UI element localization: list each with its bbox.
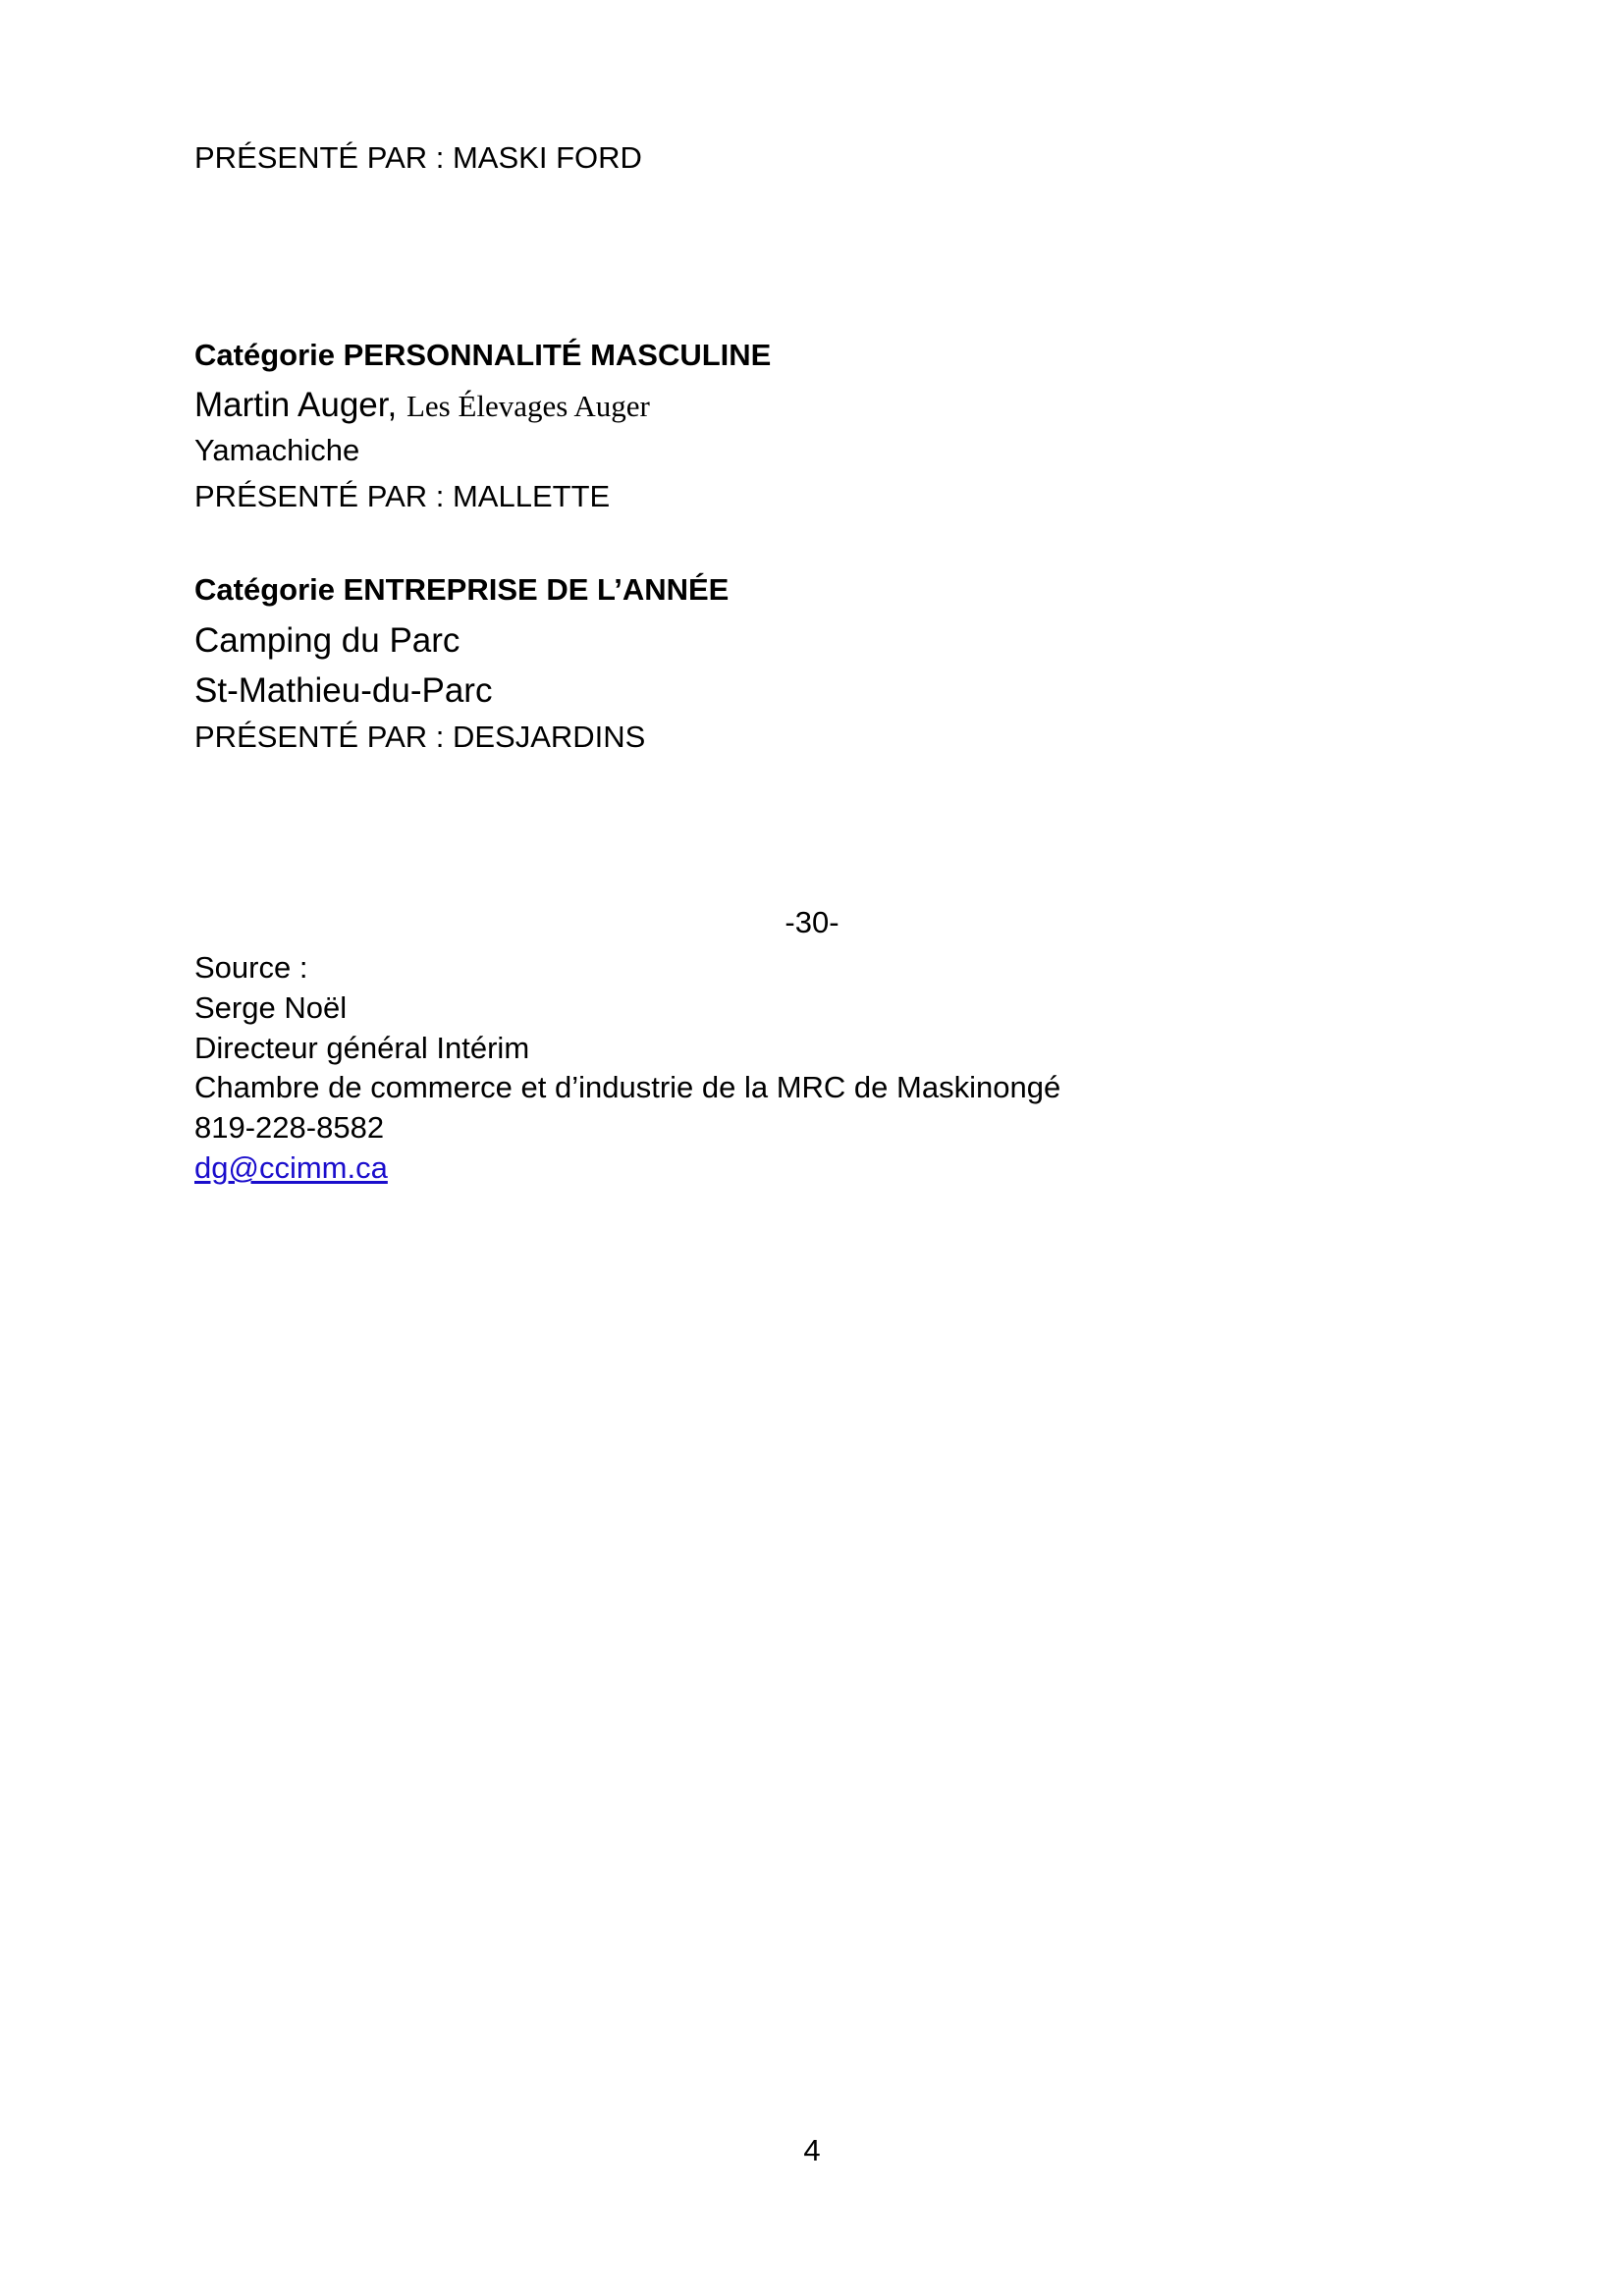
intro-presenter: PRÉSENTÉ PAR : MASKI FORD bbox=[194, 140, 642, 175]
source-email-row bbox=[194, 1152, 388, 1183]
winner-city: St-Mathieu-du-Parc bbox=[194, 671, 493, 710]
winner-company: Les Élevages Auger bbox=[406, 389, 650, 423]
source-organization: Chambre de commerce et d’industrie de la MRC de Maskinongé bbox=[194, 1070, 1061, 1104]
category-prefix: Catégorie bbox=[194, 338, 335, 372]
page-number: 4 bbox=[803, 2133, 821, 2167]
winner-name: Camping du Parc bbox=[194, 621, 460, 660]
winner-name: Martin Auger bbox=[194, 386, 388, 424]
category-presenter: PRÉSENTÉ PAR : MALLETTE bbox=[194, 479, 611, 513]
category-winner-line bbox=[194, 388, 650, 422]
winner-separator: , bbox=[387, 386, 406, 424]
category-heading bbox=[194, 340, 771, 370]
source-label: Source : bbox=[194, 950, 308, 985]
category-prefix: Catégorie bbox=[194, 572, 335, 607]
winner-city: Yamachiche bbox=[194, 433, 360, 467]
source-title: Directeur général Intérim bbox=[194, 1031, 530, 1065]
end-marker: -30- bbox=[785, 905, 839, 939]
category-presenter: PRÉSENTÉ PAR : DESJARDINS bbox=[194, 720, 646, 754]
source-email-link[interactable]: dg@ccimm.ca bbox=[194, 1150, 388, 1185]
source-name: Serge Noël bbox=[194, 990, 348, 1025]
category-heading bbox=[194, 574, 729, 605]
source-phone: 819-228-8582 bbox=[194, 1110, 385, 1145]
category-name: ENTREPRISE DE L’ANNÉE bbox=[343, 572, 730, 607]
category-name: PERSONNALITÉ MASCULINE bbox=[343, 338, 772, 372]
